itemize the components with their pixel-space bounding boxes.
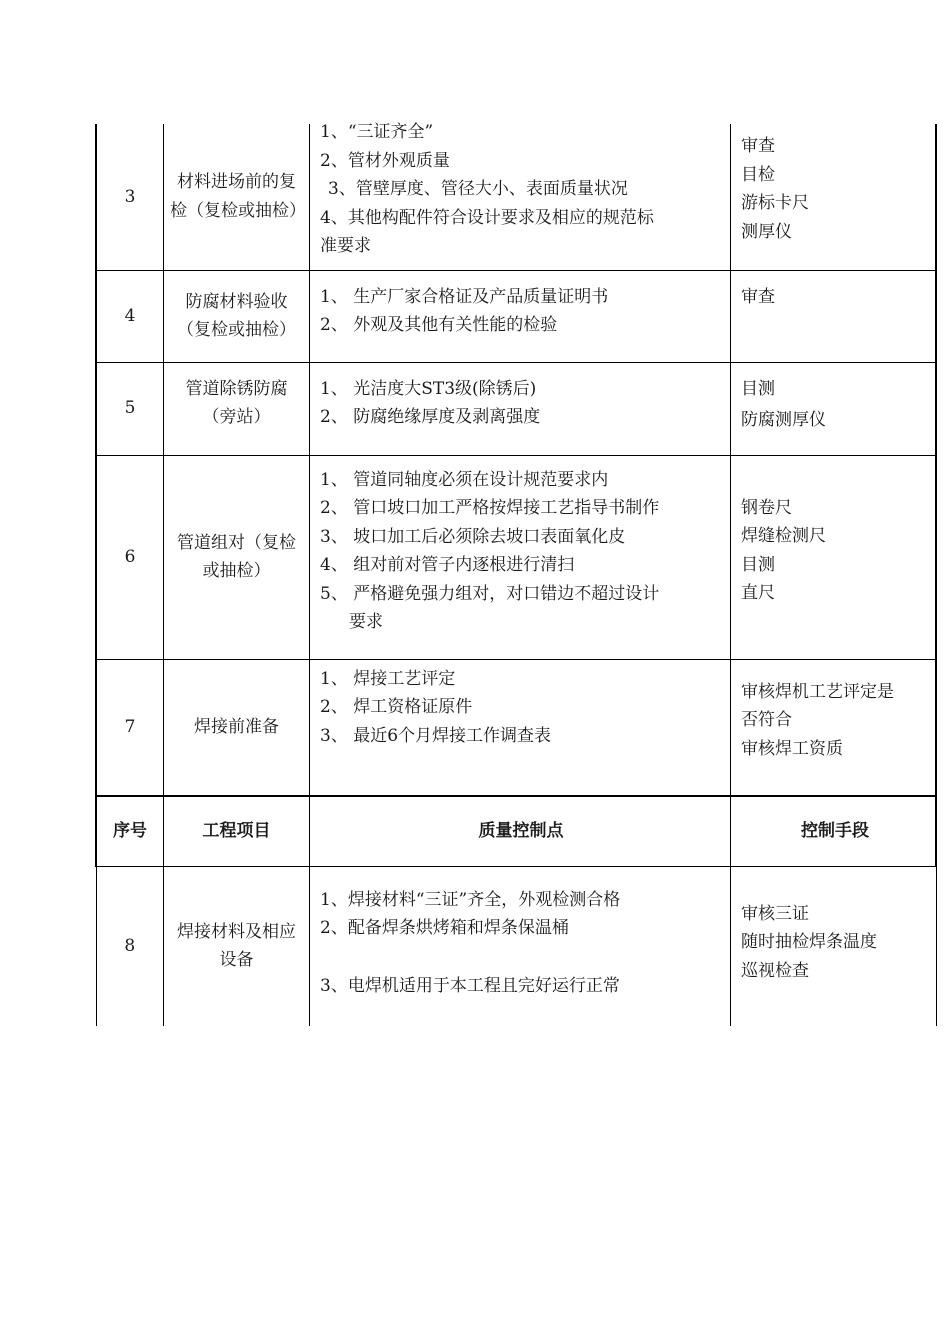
- point-line: 1、 管道同轴度必须在设计规范要求内: [320, 469, 609, 490]
- table-row: [96, 455, 936, 659]
- means-line: 审查: [741, 286, 775, 307]
- control-points: [310, 270, 731, 362]
- control-points: [310, 455, 731, 659]
- header-item: 工程项目: [164, 796, 310, 866]
- means-line: 审查: [741, 136, 775, 156]
- point-line: 4、其他构配件符合设计要求及相应的规范标: [320, 207, 654, 228]
- point-line: 准要求: [320, 236, 371, 256]
- project-item: 管道除锈防腐（旁站）: [164, 362, 310, 455]
- point-line: 1、 焊接工艺评定: [320, 668, 456, 689]
- quality-control-table: [95, 124, 937, 1026]
- point-line: 1、 光洁度大ST3级(除锈后): [320, 378, 537, 399]
- header-points: 质量控制点: [310, 796, 731, 866]
- means-line: 目测: [741, 554, 775, 575]
- control-means: [731, 659, 937, 796]
- point-line: 5、 严格避免强力组对，对口错边不超过设计: [320, 583, 660, 604]
- means-line: 随时抽检焊条温度: [741, 932, 877, 952]
- point-line: 1、 生产厂家合格证及产品质量证明书: [320, 286, 609, 307]
- point-line: 4、 组对前对管子内逐根进行清扫: [320, 555, 575, 575]
- header-means: 控制手段: [731, 796, 937, 866]
- means-line: 防腐测厚仪: [741, 410, 826, 430]
- control-means: [731, 124, 937, 270]
- project-item: 焊接材料及相应设备: [164, 866, 310, 1026]
- project-item: 管道组对（复检或抽检）: [164, 455, 310, 659]
- row-number: 3: [96, 124, 164, 270]
- means-line: 游标卡尺: [741, 193, 809, 213]
- point-line: 3、管壁厚度、管径大小、表面质量状况: [328, 179, 628, 199]
- control-means: [731, 270, 937, 362]
- row-number: 8: [96, 866, 164, 1026]
- row-number: 6: [96, 455, 164, 659]
- table-header-row: [96, 796, 936, 866]
- means-line: 巡视检查: [741, 960, 809, 981]
- project-item: 材料进场前的复检（复检或抽检）: [164, 124, 310, 270]
- point-line: 3、 最近6个月焊接工作调查表: [320, 725, 552, 746]
- table-row: [96, 124, 936, 270]
- means-line: 审核焊工资质: [741, 738, 843, 759]
- means-line: 否符合: [741, 710, 792, 730]
- point-line: 2、 焊工资格证原件: [320, 697, 473, 717]
- means-line: 目检: [741, 164, 775, 185]
- means-line: 钢卷尺: [741, 497, 792, 518]
- table-row: [96, 866, 936, 1026]
- control-points: [310, 866, 731, 1026]
- table-row: [96, 659, 936, 796]
- means-line: 直尺: [741, 583, 775, 603]
- header-no: 序号: [96, 796, 164, 866]
- project-item: 焊接前准备: [164, 659, 310, 796]
- means-line: 审核焊机工艺评定是: [741, 681, 894, 702]
- control-points: [310, 124, 731, 270]
- project-item: 防腐材料验收（复检或抽检）: [164, 270, 310, 362]
- means-line: 目测: [741, 378, 775, 399]
- point-line: 要求: [349, 612, 383, 632]
- means-line: 审核三证: [741, 903, 809, 924]
- point-line: 1、“三证齐全”: [320, 122, 434, 142]
- point-line: 3、 坡口加工后必须除去坡口表面氧化皮: [320, 526, 626, 547]
- row-number: 5: [96, 362, 164, 455]
- control-means: [731, 866, 937, 1026]
- row-number: 7: [96, 659, 164, 796]
- point-line: 2、 管口坡口加工严格按焊接工艺指导书制作: [320, 498, 660, 518]
- table-row: [96, 270, 936, 362]
- point-line: 2、管材外观质量: [320, 150, 450, 171]
- point-line: 3、电焊机适用于本工程且完好运行正常: [320, 975, 620, 996]
- point-line: 2、 外观及其他有关性能的检验: [320, 315, 558, 335]
- point-line: 2、 防腐绝缘厚度及剥离强度: [320, 407, 541, 427]
- means-line: 焊缝检测尺: [741, 526, 826, 546]
- control-means: [731, 455, 937, 659]
- row-number: 4: [96, 270, 164, 362]
- table-row: [96, 362, 936, 455]
- point-line: 2、配备焊条烘烤箱和焊条保温桶: [320, 918, 569, 938]
- point-line: 1、焊接材料“三证”齐全，外观检测合格: [320, 889, 621, 910]
- control-points: [310, 362, 731, 455]
- control-means: [731, 362, 937, 455]
- means-line: 测厚仪: [741, 221, 792, 242]
- control-points: [310, 659, 731, 796]
